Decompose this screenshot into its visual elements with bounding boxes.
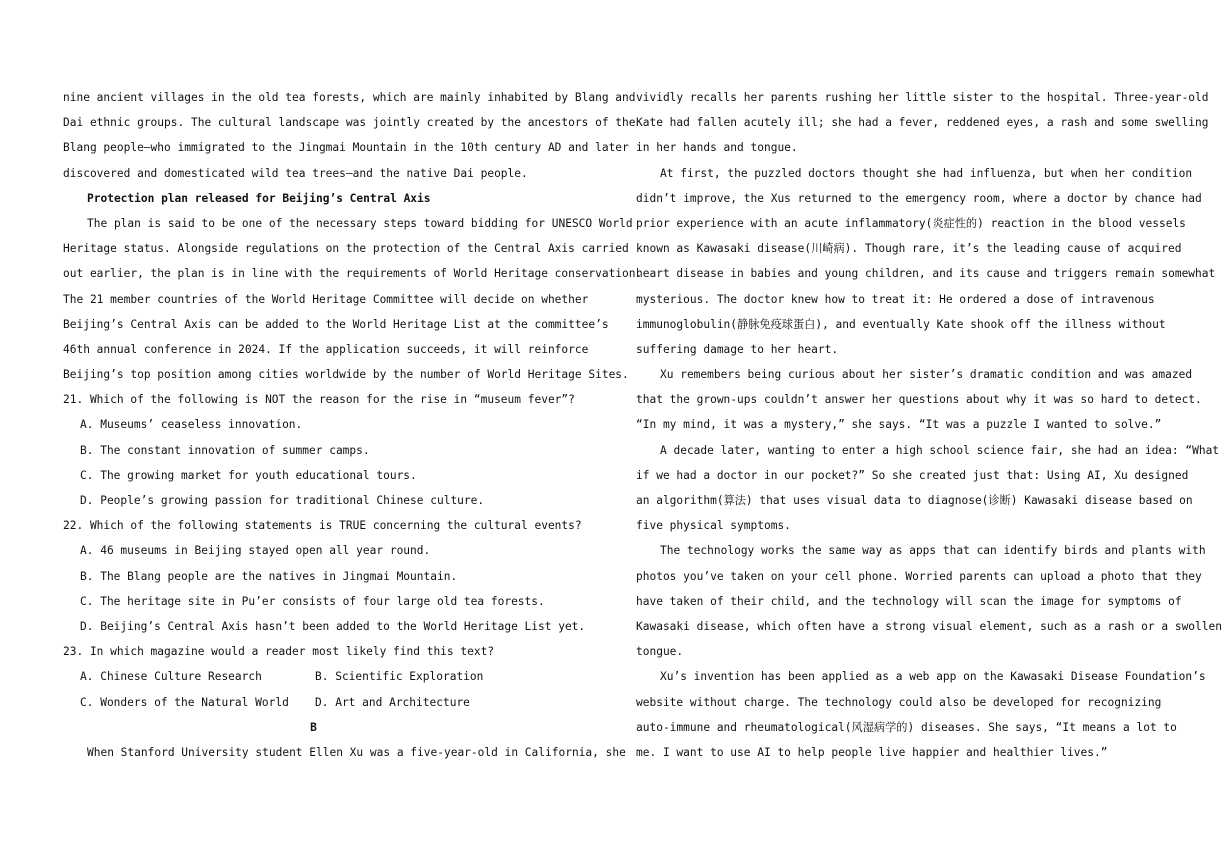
text-line: The plan is said to be one of the necessary steps toward bidding for UNESCO World <box>87 216 633 230</box>
text-line: that the grown-ups couldn’t answer her questions about why it was so hard to detect. <box>636 393 1202 407</box>
answer-option-row <box>63 690 564 715</box>
right-column <box>636 85 1222 765</box>
text-line: 46th annual conference in 2024. If the application succeeds, it will reinforce <box>63 342 589 356</box>
text-line: me. I want to use AI to help people live happier and healthier lives.” <box>636 745 1108 759</box>
answer-option: B. The constant innovation of summer camps. <box>80 443 370 457</box>
answer-option: A. Chinese Culture Research <box>80 670 262 684</box>
answer-option: B. The Blang people are the natives in Jingmai Mountain. <box>80 569 458 583</box>
text-line: Kate had fallen acutely ill; she had a fever, reddened eyes, a rash and some swelling <box>636 116 1209 130</box>
answer-option: C. Wonders of the Natural World <box>80 695 289 709</box>
text-line: nine ancient villages in the old tea forests, which are mainly inhabited by Blang and <box>63 91 636 104</box>
text-line: out earlier, the plan is in line with the requirements of World Heritage conservation. <box>63 267 643 281</box>
answer-option: A. 46 museums in Beijing stayed open all year round. <box>80 544 431 558</box>
text-line: Dai ethnic groups. The cultural landscape was jointly created by the ancestors of the <box>63 116 636 130</box>
text-line: photos you’ve taken on your cell phone. Worried parents can upload a photo that they <box>636 569 1202 583</box>
text-line: At first, the puzzled doctors thought she had influenza, but when her condition <box>660 166 1193 180</box>
text-line: known as Kawasaki disease(川崎病). Though rare, it’s the leading cause of acquired <box>636 242 1182 256</box>
question-22 <box>63 513 586 639</box>
answer-option: D. Art and Architecture <box>315 695 470 709</box>
text-line: heart disease in babies and young children, and its cause and triggers remain somewhat <box>636 267 1216 281</box>
text-line: vividly recalls her parents rushing her little sister to the hospital. Three-year-old <box>636 91 1209 104</box>
answer-option: A. Museums’ ceaseless innovation. <box>80 418 303 432</box>
text-line: Blang people—who immigrated to the Jingmai Mountain in the 10th century AD and later <box>63 141 629 155</box>
text-line: in her hands and tongue. <box>636 141 798 155</box>
text-line: prior experience with an acute inflammatory(炎症性的) reaction in the blood vessels <box>636 216 1186 230</box>
answer-option: C. The growing market for youth educational tours. <box>80 468 417 482</box>
question-23 <box>63 639 564 715</box>
text-line: tongue. <box>636 645 684 659</box>
text-line: five physical symptoms. <box>636 519 791 533</box>
answer-option: B. Scientific Exploration <box>315 670 484 684</box>
text-line: Heritage status. Alongside regulations on the protection of the Central Axis carried <box>63 242 629 256</box>
text-line: auto-immune and rheumatological(风湿病学的) diseases. She says, “It means a lot to <box>636 720 1177 734</box>
question-stem: 21. Which of the following is NOT the reason for the rise in “museum fever”? <box>63 393 575 407</box>
paragraph-protection-plan <box>63 211 643 387</box>
text-line: didn’t improve, the Xus returned to the emergency room, where a doctor by chance had <box>636 191 1202 205</box>
question-stem: 23. In which magazine would a reader most likely find this text? <box>63 645 495 659</box>
text-line: Xu’s invention has been applied as a web app on the Kawasaki Disease Foundation’s <box>660 670 1206 684</box>
question-21 <box>63 387 575 513</box>
answer-option: D. People’s growing passion for traditional Chinese culture. <box>80 494 485 507</box>
text-line: an algorithm(算法) that uses visual data to diagnose(诊断) Kawasaki disease based on <box>636 494 1193 507</box>
text-line: have taken of their child, and the technology will scan the image for symptoms of <box>636 594 1182 608</box>
text-line: “In my mind, it was a mystery,” she says. “It was a puzzle I wanted to solve.” <box>636 418 1162 432</box>
answer-option: D. Beijing’s Central Axis hasn’t been added to the World Heritage List yet. <box>80 619 586 633</box>
text-line: discovered and domesticated wild tea trees—and the native Dai people. <box>63 166 528 180</box>
question-stem: 22. Which of the following statements is TRUE concerning the cultural events? <box>63 519 582 533</box>
answer-option-row <box>63 664 564 689</box>
text-line: mysterious. The doctor knew how to treat it: He ordered a dose of intravenous <box>636 292 1155 306</box>
text-line: website without charge. The technology could also be developed for recognizing <box>636 695 1162 709</box>
text-line: Xu remembers being curious about her sister’s dramatic condition and was amazed <box>660 368 1193 382</box>
paragraph-tea-villages <box>63 85 636 186</box>
answer-option: C. The heritage site in Pu’er consists of four large old tea forests. <box>80 594 545 608</box>
text-line: Kawasaki disease, which often have a strong visual element, such as a rash or a swollen <box>636 619 1222 633</box>
text-line: Beijing’s Central Axis can be added to the World Heritage List at the committee’s <box>63 317 609 331</box>
section-label-b: B <box>310 720 317 734</box>
left-column <box>63 85 643 765</box>
text-line: suffering damage to her heart. <box>636 342 839 356</box>
text-line: immunoglobulin(静脉免疫球蛋白), and eventually Kate shook off the illness without <box>636 317 1166 331</box>
text-line: Beijing’s top position among cities worldwide by the number of World Heritage Sites. <box>63 368 629 382</box>
text-line: The technology works the same way as apps that can identify birds and plants with <box>660 544 1206 558</box>
text-line: if we had a doctor in our pocket?” So she created just that: Using AI, Xu designed <box>636 468 1189 482</box>
paragraph-stanford-start: When Stanford University student Ellen Xu was a five-year-old in California, she <box>87 745 626 759</box>
text-line: A decade later, wanting to enter a high school science fair, she had an idea: “What <box>660 443 1220 457</box>
text-line: The 21 member countries of the World Heritage Committee will decide on whether <box>63 292 589 306</box>
section-heading-central-axis: Protection plan released for Beijing’s Central Axis <box>87 191 431 205</box>
